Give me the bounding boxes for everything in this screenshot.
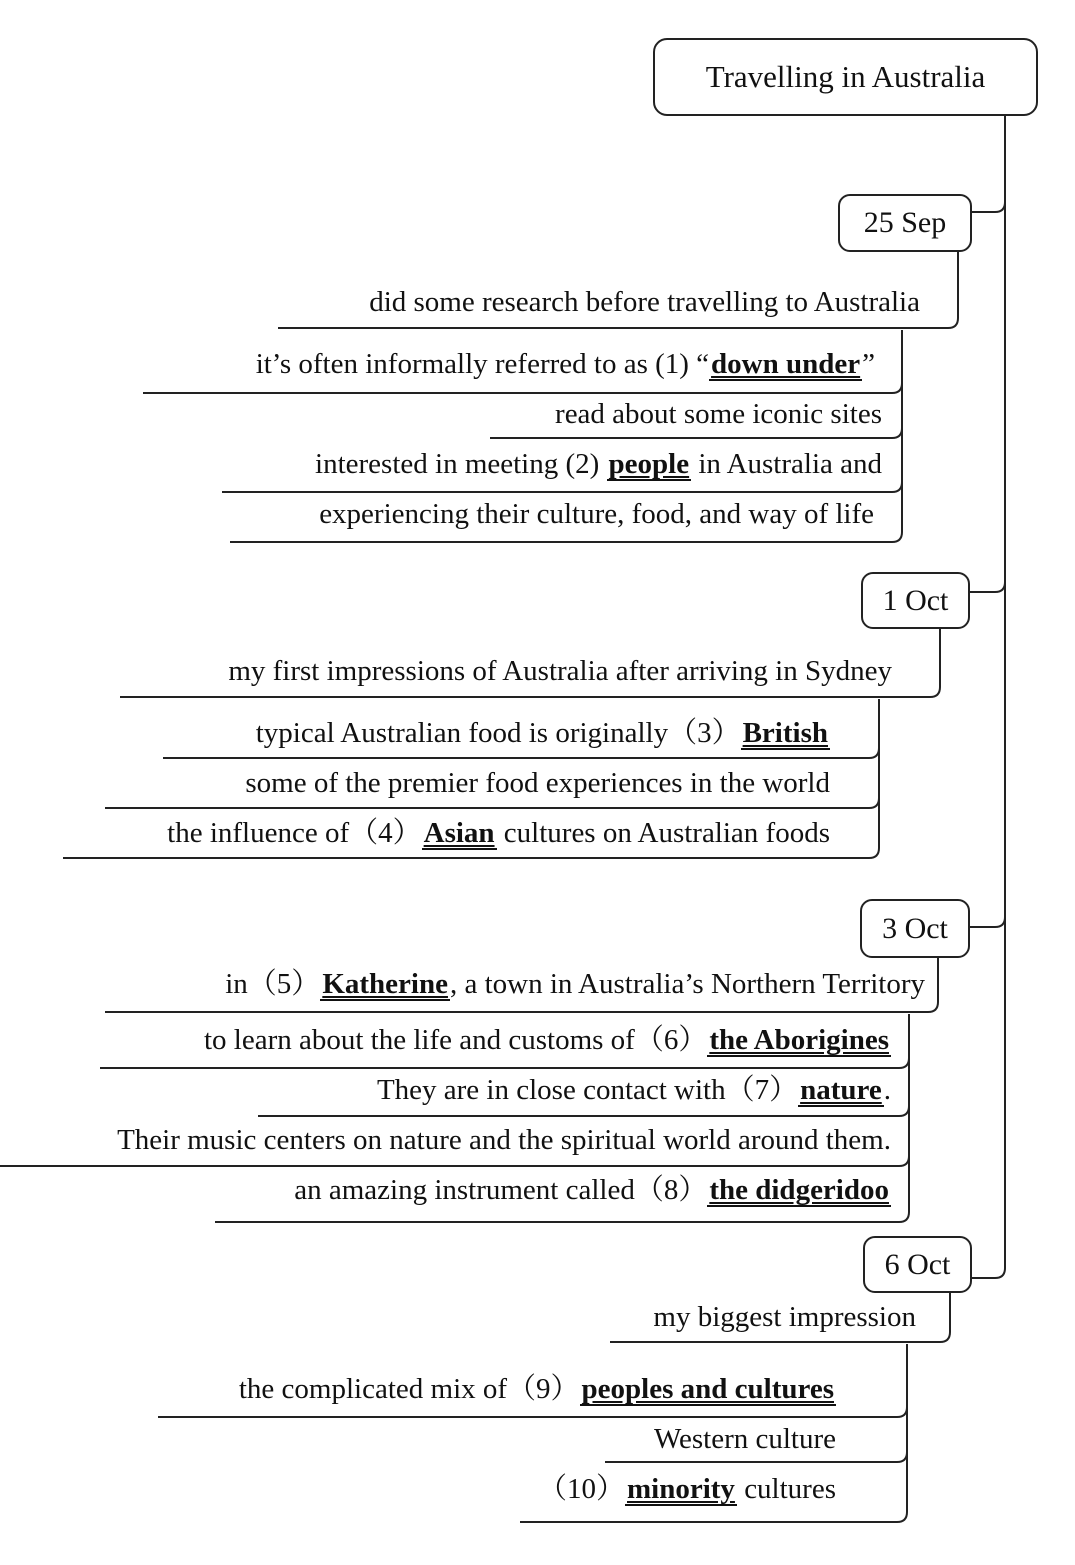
branch-25-sep — [972, 202, 1005, 212]
branch-1-oct — [970, 582, 1005, 592]
date-box-1-oct — [861, 572, 970, 629]
note-line: They are in close contact with（7）nature. — [376, 1074, 891, 1106]
answer-blank-7: nature — [800, 1074, 882, 1106]
note-line: it’s often informally referred to as (1) “down under” — [255, 348, 875, 380]
answer-blank-2: people — [608, 448, 690, 480]
day-heading: in（5）Katherine, a town in Australia’s Northern Territory — [225, 968, 925, 1000]
date-label: 3 Oct — [882, 911, 948, 945]
note-line: to learn about the life and customs of（6）the Aborigines — [203, 1024, 889, 1056]
date-box-3-oct — [860, 899, 970, 958]
answer-blank-3: British — [742, 717, 828, 749]
note-line: （10）minority cultures — [537, 1473, 836, 1505]
answer-blank-6: the Aborigines — [709, 1024, 889, 1056]
note-line: interested in meeting (2) people in Australia and — [315, 448, 882, 480]
note-line: Their music centers on nature and the spiritual world around them. — [117, 1124, 891, 1156]
answer-blank-8: the didgeridoo — [709, 1174, 889, 1206]
date-label: 1 Oct — [882, 583, 949, 617]
answer-blank-5: Katherine — [322, 968, 448, 1000]
note-line: an amazing instrument called（8）the didgeridoo — [294, 1174, 889, 1206]
answer-blank-4: Asian — [423, 817, 495, 849]
note-line: the complicated mix of（9）peoples and cultures — [238, 1373, 834, 1405]
date-box-6-oct — [863, 1236, 972, 1293]
note-line: typical Australian food is originally（3）British — [255, 717, 828, 749]
date-label: 6 Oct — [884, 1247, 951, 1281]
note-line: Western culture — [653, 1423, 836, 1455]
answer-blank-9: peoples and cultures — [581, 1373, 834, 1405]
day-heading: my biggest impression — [653, 1301, 916, 1333]
note-line: experiencing their culture, food, and way of life — [319, 498, 874, 530]
note-line: the influence of（4）Asian cultures on Australian foods — [167, 817, 830, 849]
date-box-25-sep — [838, 194, 972, 252]
answer-blank-1: down under — [711, 348, 861, 380]
title-box — [653, 38, 1038, 116]
title-text: Travelling in Australia — [705, 59, 986, 94]
day-heading: my first impressions of Australia after arriving in Sydney — [228, 655, 892, 687]
branch-3-oct — [970, 917, 1005, 927]
date-label: 25 Sep — [863, 206, 947, 239]
answer-blank-10: minority — [627, 1473, 735, 1505]
day-heading: did some research before travelling to Australia — [369, 286, 920, 318]
note-line: some of the premier food experiences in the world — [245, 767, 830, 799]
note-line: read about some iconic sites — [555, 398, 882, 430]
main-spine — [972, 115, 1005, 1278]
